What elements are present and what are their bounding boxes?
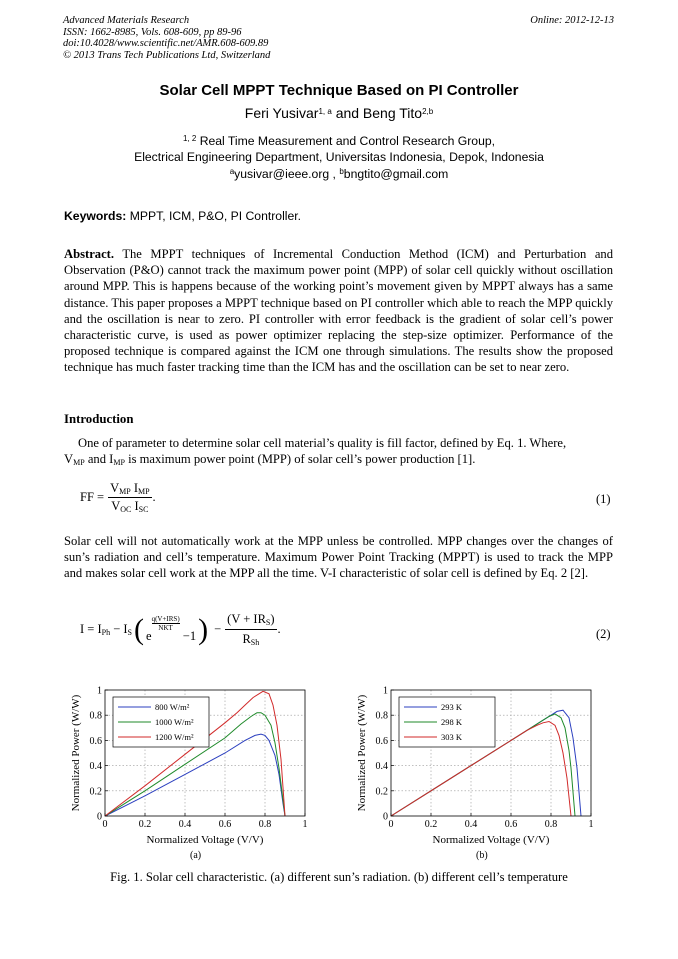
y-tick-label: 0.2 [375,786,388,798]
journal-header [63,15,270,61]
figure-label-b: (b) [476,850,488,861]
doi-line: doi:10.4028/www.scientific.net/AMR.608-609.89 [63,38,269,49]
x-tick-label: 0.2 [138,819,152,830]
email-b[interactable]: bngtito@gmail.com [343,167,449,181]
legend-label: 800 W/m² [155,702,190,712]
affiliation-sup: 1, 2 [182,134,197,143]
y-tick-label: 1 [383,685,388,697]
x-tick-label: 0.2 [424,819,438,830]
online-date: Online: 2012-12-13 [530,15,614,26]
author-2-sup: 2,b [422,107,434,116]
equation-1-number: (1) [596,492,611,506]
keywords-text: MPPT, ICM, P&O, PI Controller. [129,209,302,223]
legend-label: 293 K [441,702,463,712]
y-tick-label: 0.2 [89,786,102,798]
y-axis-label: Normalized Power (W/W) [70,694,82,812]
y-axis-label: Normalized Power (W/W) [356,694,368,812]
y-tick-label: 0 [97,811,102,823]
y-tick-label: 0.8 [375,710,388,722]
equation-2: $I = I_{Ph} - I_S$ ( e q(V+IRS) NKT −1 ) − $(V + IR_S)$ . $R_{Sh}$ [80,612,281,647]
affiliation [0,131,678,165]
y-tick-label: 0.4 [375,761,388,773]
x-axis-label: Normalized Voltage (V/V) [432,834,550,846]
affiliation-line-2: Electrical Engineering Department, Universitas Indonesia, Depok, Indonesia [134,150,544,164]
x-tick-label: 0.6 [218,819,232,830]
x-tick-label: 1 [588,819,594,830]
author-1-sup: 1, a [318,107,332,116]
author-2: and Beng Tito [335,105,423,121]
legend-label: 1000 W/m² [155,717,194,727]
legend-label: 298 K [441,717,463,727]
author-1: Feri Yusivar [244,105,319,121]
paper-title: Solar Cell MPPT Technique Based on PI Controller [159,82,519,99]
authors [0,105,678,121]
x-tick-label: 0.4 [178,819,192,830]
legend-label: 303 K [441,732,463,742]
issn-line: ISSN: 1662-8985, Vols. 608-609, pp 89-96 [63,26,242,38]
x-tick-label: 0 [388,819,394,830]
x-tick-label: 0.8 [544,819,558,830]
x-tick-label: 0 [102,819,108,830]
journal-name: Advanced Materials Research [63,15,190,26]
x-tick-label: 0.6 [504,819,518,830]
y-tick-label: 0 [383,811,388,823]
x-axis-label: Normalized Voltage (V/V) [146,834,264,846]
equation-1: FF = $V_{MP}$ $I_{MP}$ . $V_{OC}$ $I_{SC}$ [80,481,156,514]
intro-p1-line-1: One of parameter to determine solar cell material’s quality is fill factor, defined by Eq. 1. Where, [78,436,567,450]
keywords-label: Keywords: [64,209,127,223]
chart-panel-b [348,680,603,858]
abstract [64,246,613,376]
equation-2-number: (2) [596,627,611,641]
x-tick-label: 0.4 [464,819,478,830]
affiliation-line-1: Real Time Measurement and Control Research Group, [199,134,496,148]
figure-label-a: (a) [190,850,202,861]
intro-paragraph-2: Solar cell will not automatically work at the MPP unless be controlled. MPP changes over the changes of sun’s radiation and cell’s temperature. Maximum Power Point Tracking (MPPT) is used to track the MPP and makes solar cell work at the MPP all the time. V-I characteristic of solar cell is defined by Eq. 2 [2]. [64,534,613,581]
x-tick-label: 0.8 [258,819,272,830]
copyright-line: © 2013 Trans Tech Publications Ltd, Switzerland [63,49,271,61]
email-a[interactable]: yusivar@ieee.org , [234,167,336,181]
abstract-label: Abstract. [64,247,115,261]
y-tick-label: 0.6 [375,735,388,747]
x-tick-label: 1 [302,819,308,830]
y-tick-label: 0.6 [89,735,102,747]
figure-caption: Fig. 1. Solar cell characteristic. (a) different sun’s radiation. (b) different cell’s temperature [110,870,568,884]
abstract-text: The MPPT techniques of Incremental Conduction Method (ICM) and Perturbation and Observation (P&O) cannot track the maximum power point (MPP) of solar cell quickly without oscillation around MPP. This is happens because of the working point’s movement given by MPPT always has a same distance. This paper proposes a MPPT technique based on PI controller which able to reach the MPP quickly and the oscillation is near to zero. PI controller with error feedback is the gradient of solar cell’s power characteristic curve, is used as power optimizer replacing the step-size optimizer. Performance of the proposed technique is compared against the ICM one through simulations. The results show the proposed technique has much faster tracking time than the ICM has and the oscillation can be set to near zero. [64,247,613,375]
keywords [64,209,301,223]
chart-panel-a [62,680,317,858]
y-tick-label: 1 [97,685,102,697]
emails [0,167,678,181]
email-b-sup: b [339,167,344,176]
email-a-sup: a [229,167,235,176]
y-tick-label: 0.8 [89,710,102,722]
intro-paragraph-1 [64,435,613,471]
section-heading-introduction: Introduction [64,412,134,426]
legend-label: 1200 W/m² [155,732,194,742]
intro-p1-line-2: $V_{MP}$ and $I_{MP}$ is maximum power point (MPP) of solar cell’s power production [1]. [64,452,476,468]
y-tick-label: 0.4 [89,761,102,773]
